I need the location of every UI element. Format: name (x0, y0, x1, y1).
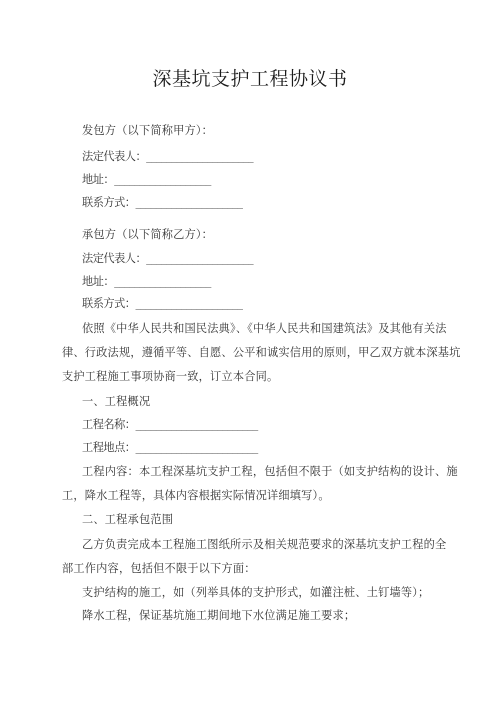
preamble-line-1: 依照《中华人民共和国民法典》、《中华人民共和国建筑法》及其他有关法 (82, 322, 447, 335)
party-a-contact: 联系方式：_____________________ (82, 196, 243, 209)
project-name-field: 工程名称：________________________ (82, 418, 258, 431)
scope-item-1: 支护结构的施工，如（列举具体的支护形式，如灌注桩、土钉墙等）； (82, 586, 430, 599)
party-a-representative: 法定代表人：_____________________ (82, 150, 254, 163)
party-b-heading: 承包方（以下简称乙方）： (82, 228, 214, 241)
section-1-heading: 一、工程概况 (82, 395, 151, 408)
party-a-heading: 发包方（以下简称甲方）： (82, 124, 214, 137)
preamble-line-2: 律、行政法规，遵循平等、自愿、公平和诚实信用的原则，甲乙双方就本深基坑 (62, 346, 461, 359)
party-b-address: 地址：___________________ (82, 275, 211, 288)
party-a-address: 地址：___________________ (82, 173, 211, 186)
section-2-heading: 二、工程承包范围 (82, 513, 174, 526)
party-b-contact: 联系方式：_____________________ (82, 297, 243, 310)
preamble-line-3: 支护工程施工事项协商一致，订立本合同。 (62, 370, 279, 383)
scope-line-1: 乙方负责完成本工程施工图纸所示及相关规范要求的深基坑支护工程的全 (82, 538, 447, 551)
document-title: 深基坑支护工程协议书 (152, 68, 348, 90)
party-b-representative: 法定代表人：_____________________ (82, 252, 254, 265)
project-content-line-2: 工，降水工程等，具体内容根据实际情况详细填写）。 (62, 489, 330, 502)
scope-line-2: 部工作内容，包括但不限于以下方面： (62, 562, 256, 575)
project-location-field: 工程地点：________________________ (82, 441, 258, 454)
scope-item-2: 降水工程，保证基坑施工期间地下水位满足施工要求； (82, 609, 356, 622)
project-content-line-1: 工程内容：本工程深基坑支护工程，包括但不限于（如支护结构的设计、施 (82, 465, 458, 478)
